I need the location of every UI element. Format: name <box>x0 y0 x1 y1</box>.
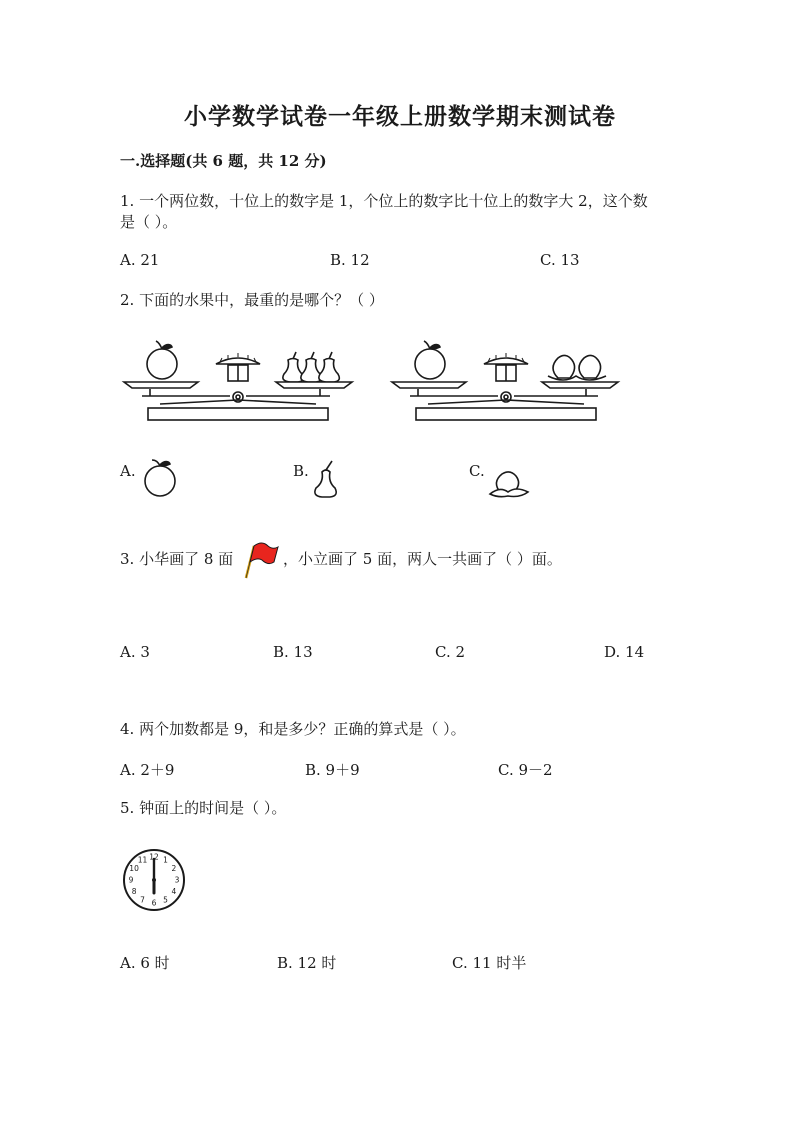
pear-icon <box>283 352 339 382</box>
question-1-option-c[interactable]: C. 13 <box>540 251 580 269</box>
clock-center <box>152 878 156 882</box>
peach-icon <box>548 355 606 380</box>
clock-number: 6 <box>151 898 157 908</box>
question-2-option-a[interactable]: A. <box>120 462 136 480</box>
section-heading: 一.选择题(共 6 题，共 12 分) <box>120 152 327 170</box>
question-3-option-d[interactable]: D. 14 <box>604 643 645 661</box>
apple-icon <box>138 458 184 498</box>
question-1-line-1: 1. 一个两位数，十位上的数字是 1，个位上的数字比十位上的数字大 2，这个数 <box>120 192 648 210</box>
question-2-option-b[interactable]: B. <box>293 462 309 480</box>
question-1-option-a[interactable]: A. 21 <box>120 251 160 269</box>
balance-scale-icon <box>120 338 355 423</box>
clock-number: 10 <box>129 864 139 874</box>
question-3-text-after: ，小立画了 5 面，两人一共画了（ ）面。 <box>283 550 562 568</box>
question-2-text: 2. 下面的水果中，最重的是哪个？（ ） <box>120 291 384 309</box>
apple-icon <box>147 341 177 379</box>
question-3-option-c[interactable]: C. 2 <box>435 643 466 661</box>
question-5-option-b[interactable]: B. 12 时 <box>277 954 337 972</box>
clock-number: 12 <box>149 852 159 862</box>
clock-number: 11 <box>137 855 148 865</box>
question-4-option-c[interactable]: C. 9－2 <box>498 761 553 779</box>
question-3-option-a[interactable]: A. 3 <box>120 643 150 661</box>
question-2-option-c[interactable]: C. <box>469 462 485 480</box>
question-4-text: 4. 两个加数都是 9，和是多少？正确的算式是（ ）。 <box>120 720 466 738</box>
flag-icon <box>240 538 280 580</box>
clock-number: 1 <box>163 855 168 865</box>
question-3-text-before: 3. 小华画了 8 面 <box>120 550 234 568</box>
question-5-text: 5. 钟面上的时间是（ ）。 <box>120 799 287 817</box>
clock-icon <box>122 848 186 912</box>
clock-number: 3 <box>174 875 180 885</box>
question-5-option-c[interactable]: C. 11 时半 <box>452 954 527 972</box>
page-title: 小学数学试卷一年级上册数学期末测试卷 <box>184 103 616 130</box>
pear-icon <box>306 458 346 500</box>
question-1-option-b[interactable]: B. 12 <box>330 251 370 269</box>
question-4-option-a[interactable]: A. 2＋9 <box>120 761 175 779</box>
peach-icon <box>486 468 534 500</box>
question-5-option-a[interactable]: A. 6 时 <box>120 954 170 972</box>
question-1-line-2: 是（ ）。 <box>120 213 178 231</box>
clock-number: 2 <box>171 864 177 874</box>
clock-number: 5 <box>163 895 168 905</box>
question-3-option-b[interactable]: B. 13 <box>273 643 313 661</box>
balance-scale-icon <box>388 338 623 423</box>
clock-number: 7 <box>140 895 145 905</box>
apple-icon <box>415 341 445 379</box>
question-4-option-b[interactable]: B. 9＋9 <box>305 761 360 779</box>
clock-number: 4 <box>171 887 177 897</box>
clock-number: 9 <box>128 875 134 885</box>
clock-number: 8 <box>131 887 137 897</box>
